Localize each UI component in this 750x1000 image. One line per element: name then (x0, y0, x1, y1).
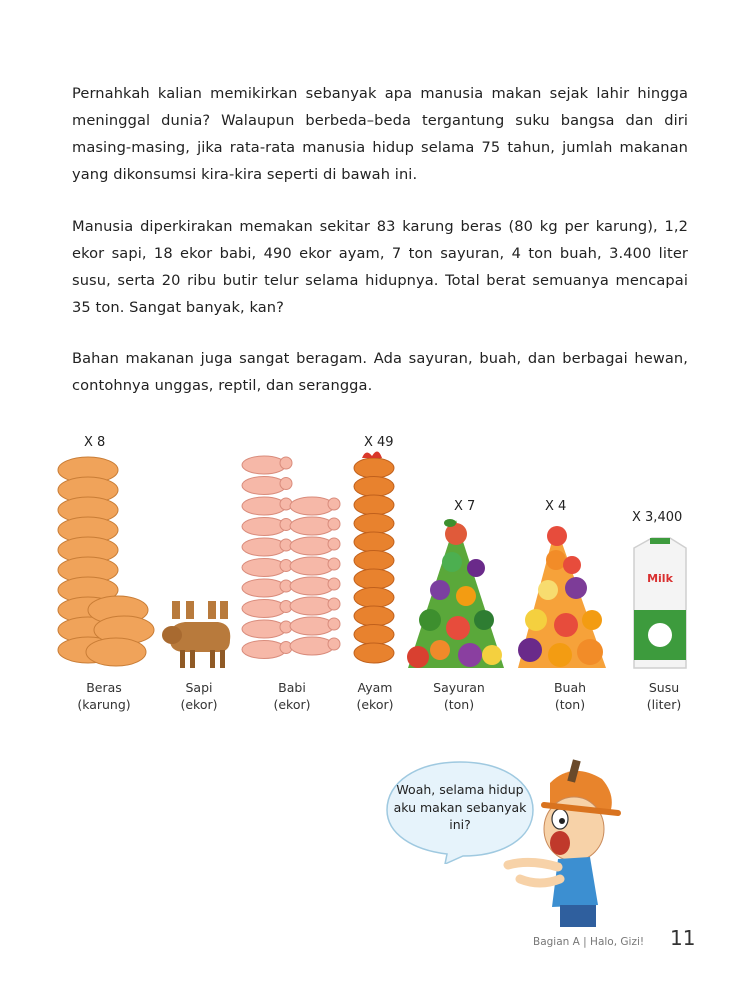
pig-stack (242, 456, 340, 659)
chicken (354, 643, 394, 663)
label-beras: Beras (karung) (77, 680, 131, 712)
variety-paragraph: Bahan makanan juga sangat beragam. Ada sayuran, buah, dan berbagai hewan, contohnya unggas, reptil, dan serangga. (72, 350, 688, 394)
chicken-stack (354, 451, 394, 663)
consumption-paragraph: Manusia diperkirakan memakan sekitar 83 karung beras (80 kg per karung), 1,2 ekor sapi, 18 ekor babi, 490 ekor ayam, 7 ton sayuran, 4 ton buah, 3.400 liter susu, serta 20 ribu butir telur selama hidupnya. Total berat semuanya mencapai 35 ton. Sangat banyak, kan? (72, 218, 688, 316)
pig (290, 537, 334, 555)
fruit-pile (518, 526, 606, 668)
pig (290, 597, 334, 615)
chicken (354, 606, 394, 626)
pig (242, 559, 286, 577)
footer-section: Bagian A | Halo, Gizi! (533, 936, 645, 948)
boy-character (490, 755, 630, 935)
chicken (354, 495, 394, 515)
pig (242, 497, 286, 515)
page-number: 11 (670, 926, 696, 950)
rice-sack-stack (58, 457, 154, 666)
pig (242, 620, 286, 638)
label-susu: Susu (liter) (646, 680, 682, 712)
pig (290, 637, 334, 655)
vegetable-multiplier: X 7 (454, 499, 476, 514)
pig (290, 557, 334, 575)
label-sapi: Sapi (ekor) (180, 680, 218, 712)
pig (242, 600, 286, 618)
vegetable-pile (407, 519, 504, 668)
chicken-multiplier: X 49 (364, 435, 394, 450)
pig (242, 518, 286, 536)
label-babi: Babi (ekor) (273, 680, 311, 712)
rice-sack (86, 638, 146, 666)
chicken (354, 458, 394, 478)
chicken (354, 532, 394, 552)
pig (242, 477, 286, 495)
label-ayam: Ayam (ekor) (356, 680, 394, 712)
label-sayuran: Sayuran (ton) (433, 680, 485, 712)
speech-bubble-text: Woah, selama hidup aku makan sebanyak ini? (393, 782, 527, 832)
chicken (354, 625, 394, 645)
pig (290, 517, 334, 535)
chicken (354, 551, 394, 571)
milk-multiplier: X 3,400 (632, 510, 683, 525)
cow-illustration (162, 601, 230, 668)
chicken (354, 588, 394, 608)
pig (242, 579, 286, 597)
rice-multiplier: X 8 (84, 435, 106, 450)
label-buah: Buah (ton) (553, 680, 587, 712)
pig (290, 497, 334, 515)
milk-carton (634, 538, 686, 668)
chicken (354, 514, 394, 534)
pig (242, 641, 286, 659)
pig (242, 538, 286, 556)
fruit-multiplier: X 4 (545, 499, 567, 514)
pig (290, 577, 334, 595)
chicken (354, 477, 394, 497)
pig (290, 617, 334, 635)
milk-carton-text: Milk (647, 572, 673, 585)
chicken (354, 569, 394, 589)
pig (242, 456, 286, 474)
intro-paragraph: Pernahkah kalian memikirkan sebanyak apa manusia makan sejak lahir hingga meninggal dunia? Walaupun berbeda–beda tergantung suku bangsa dan diri masing-masing, jika rata-rata manusia hidup selama 75 tahun, jumlah makanan yang dikonsumsi kira-kira seperti di bawah ini. (72, 85, 688, 183)
